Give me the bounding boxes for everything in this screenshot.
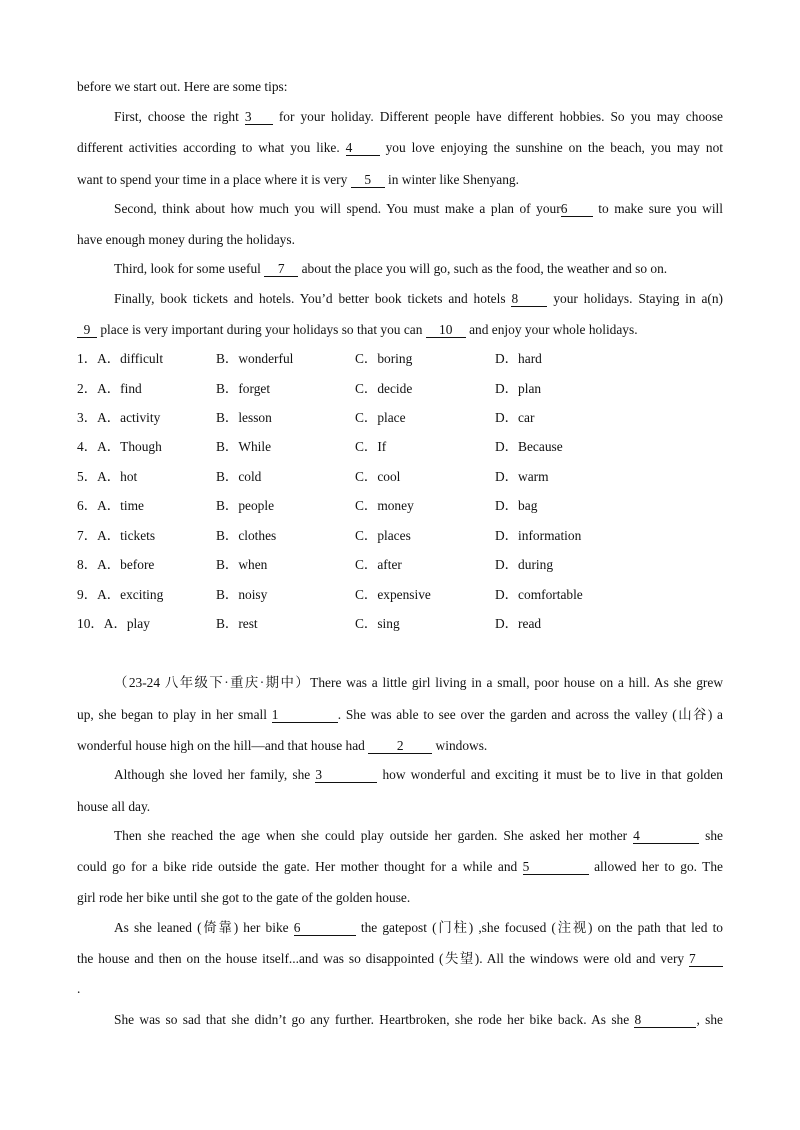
- option-d[interactable]: D．warm: [495, 469, 549, 484]
- option-a[interactable]: 8．A．before: [77, 557, 155, 572]
- option-c[interactable]: C．places: [355, 528, 411, 543]
- passage1-line-3: different activities according to what you like. 4 you love enjoying the sunshine on the beach, you may not: [77, 140, 723, 155]
- option-b[interactable]: B．wonderful: [216, 351, 294, 366]
- passage1-line-2: First, choose the right 3 for your holiday. Different people have different hobbies. So you may choose: [114, 109, 723, 124]
- passage2-line-10: the house and then on the house itself...and was so disappointed (失望). All the windows were old and very 7: [77, 950, 723, 968]
- passage2-line-9: As she leaned (倚靠) her bike 6 the gatepost (门柱) ,she focused (注视) on the path that led to: [114, 920, 723, 935]
- option-row-3: [77, 409, 723, 427]
- option-d[interactable]: D．car: [495, 410, 535, 425]
- passage2-line-4: Although she loved her family, she 3 how wonderful and exciting it must be to live in that golden: [114, 767, 723, 782]
- option-row-5: [77, 468, 723, 486]
- passage1-line-9: 9 place is very important during your holidays so that you can 10 and enjoy your whole holidays.: [77, 321, 723, 339]
- blank-6: 6: [561, 201, 593, 217]
- blank-3: 3: [315, 767, 377, 783]
- blank-5: 5: [351, 172, 385, 188]
- blank-9: 9: [77, 322, 97, 338]
- passage2-line-3: wonderful house high on the hill—and that house had 2 windows.: [77, 738, 488, 753]
- option-row-7: [77, 527, 723, 545]
- blank-2: 2: [368, 738, 432, 754]
- option-row-2: [77, 380, 723, 398]
- passage2-line-5: house all day.: [77, 799, 151, 814]
- option-row-9: [77, 586, 723, 604]
- option-a[interactable]: 10．A．play: [77, 616, 150, 631]
- option-row-8: [77, 556, 723, 574]
- blank-8: 8: [634, 1012, 696, 1028]
- option-row-6: [77, 497, 723, 515]
- option-a[interactable]: 5．A．hot: [77, 469, 138, 484]
- option-d[interactable]: D．Because: [495, 439, 563, 454]
- option-c[interactable]: C．boring: [355, 351, 413, 366]
- passage1-line-8: Finally, book tickets and hotels. You’d better book tickets and hotels 8 your holidays. Staying in a(n): [114, 291, 724, 306]
- blank-7: 7: [264, 261, 298, 277]
- option-d[interactable]: D．plan: [495, 381, 542, 396]
- option-a[interactable]: 9．A．exciting: [77, 587, 164, 602]
- option-a[interactable]: 1．A．difficult: [77, 351, 164, 366]
- passage2-line-6: Then she reached the age when she could play outside her garden. She asked her mother 4 she: [114, 828, 723, 843]
- option-b[interactable]: B．when: [216, 557, 268, 572]
- option-c[interactable]: C．money: [355, 498, 414, 513]
- option-b[interactable]: B．clothes: [216, 528, 277, 543]
- option-b[interactable]: B．people: [216, 498, 275, 513]
- passage1-line-1: before we start out. Here are some tips:: [77, 79, 288, 94]
- option-b[interactable]: B．noisy: [216, 587, 268, 602]
- passage2-line-8: girl rode her bike until she got to the gate of the golden house.: [77, 890, 411, 905]
- passage2-line-7: could go for a bike ride outside the gate. Her mother thought for a while and 5 allowed her to go. The: [77, 859, 723, 874]
- option-a[interactable]: 3．A．activity: [77, 410, 161, 425]
- option-d[interactable]: D．read: [495, 616, 542, 631]
- blank-7: 7: [689, 951, 723, 967]
- option-c[interactable]: C．after: [355, 557, 402, 572]
- passage2-line-12: She was so sad that she didn’t go any further. Heartbroken, she rode her bike back. As she 8 , she: [114, 1012, 723, 1027]
- option-d[interactable]: D．hard: [495, 351, 542, 366]
- option-a[interactable]: 6．A．time: [77, 498, 144, 513]
- option-d[interactable]: D．information: [495, 528, 582, 543]
- option-c[interactable]: C．If: [355, 439, 387, 454]
- blank-3: 3: [245, 109, 273, 125]
- option-c[interactable]: C．sing: [355, 616, 400, 631]
- passage1-line-5: Second, think about how much you will spend. You must make a plan of your6 to make sure you will: [114, 201, 723, 216]
- blank-10: 10: [426, 322, 466, 338]
- option-b[interactable]: B．forget: [216, 381, 271, 396]
- passage1-line-6: have enough money during the holidays.: [77, 232, 295, 247]
- option-c[interactable]: C．expensive: [355, 587, 431, 602]
- option-a[interactable]: 7．A．tickets: [77, 528, 156, 543]
- passage2-line-11: .: [77, 981, 81, 996]
- option-row-1: [77, 350, 723, 368]
- option-row-10: [77, 615, 723, 633]
- blank-6: 6: [294, 920, 356, 936]
- passage2-line-1: （23-24 八年级下·重庆·期中）There was a little girl living in a small, poor house on a hill. As she grew: [114, 675, 723, 690]
- option-a[interactable]: 2．A．find: [77, 381, 142, 396]
- option-d[interactable]: D．during: [495, 557, 554, 572]
- blank-4: 4: [346, 140, 380, 156]
- blank-5: 5: [523, 859, 589, 875]
- blank-1: 1: [272, 707, 338, 723]
- option-b[interactable]: B．rest: [216, 616, 258, 631]
- option-b[interactable]: B．cold: [216, 469, 262, 484]
- option-d[interactable]: D．comfortable: [495, 587, 583, 602]
- option-c[interactable]: C．place: [355, 410, 406, 425]
- passage2-line-2: up, she began to play in her small 1 . She was able to see over the garden and across the valley (山谷) a: [77, 707, 723, 722]
- option-c[interactable]: C．decide: [355, 381, 413, 396]
- option-d[interactable]: D．bag: [495, 498, 538, 513]
- blank-8: 8: [511, 291, 547, 307]
- passage1-line-4: want to spend your time in a place where it is very 5 in winter like Shenyang.: [77, 172, 519, 187]
- option-row-4: [77, 438, 723, 456]
- option-b[interactable]: B．While: [216, 439, 272, 454]
- blank-4: 4: [633, 828, 699, 844]
- passage1-line-7: Third, look for some useful 7 about the place you will go, such as the food, the weather and so on.: [114, 261, 668, 276]
- option-a[interactable]: 4．A．Though: [77, 439, 162, 454]
- option-b[interactable]: B．lesson: [216, 410, 272, 425]
- option-c[interactable]: C．cool: [355, 469, 401, 484]
